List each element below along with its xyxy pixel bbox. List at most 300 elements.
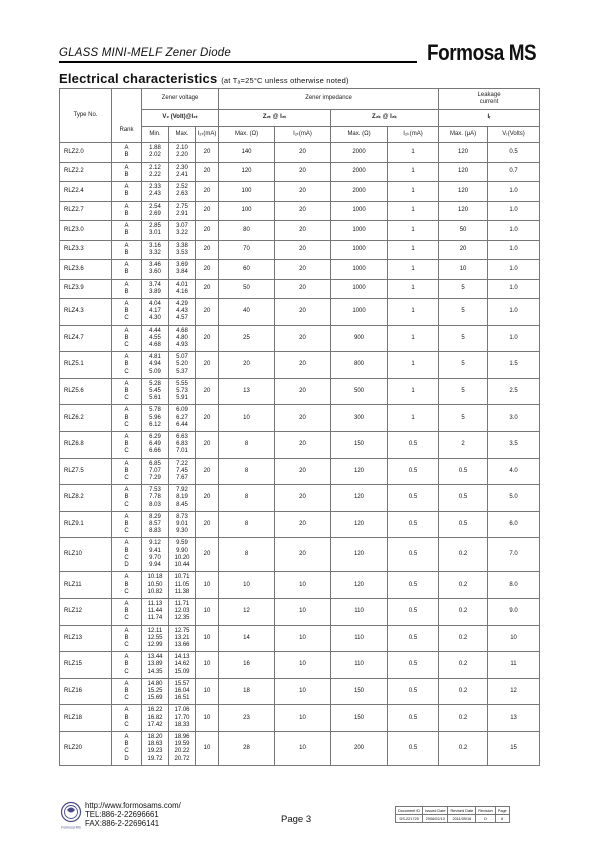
izt-cell: 20 (196, 162, 219, 182)
izt-cell: 20 (196, 325, 219, 352)
rank-cell: A B (112, 162, 142, 182)
header-zzt-max-ohm: Max. (Ω) (219, 127, 275, 143)
vr-cell: 9.0 (488, 598, 540, 625)
type-cell: RLZ3.6 (60, 260, 112, 280)
issued-date-value: 2006/02/10 (423, 815, 448, 823)
rank-cell: A B C (112, 485, 142, 512)
zzt-cell: 140 (219, 143, 275, 163)
izt2-cell: 20 (275, 431, 331, 458)
table-row (60, 201, 540, 221)
table-row (60, 221, 540, 241)
vz-min-cell: 5.78 5.96 6.12 (142, 405, 169, 432)
vz-max-cell: 10.71 11.05 11.38 (169, 572, 196, 599)
ir-cell: 0.2 (439, 625, 488, 652)
vr-cell: 1.0 (488, 182, 540, 202)
rank-cell: A B C (112, 352, 142, 379)
section-title (59, 71, 349, 86)
zzk-cell: 110 (331, 652, 388, 679)
table-row (60, 240, 540, 260)
vz-max-cell: 2.75 2.91 (169, 201, 196, 221)
type-cell: RLZ11 (60, 572, 112, 599)
section-condition: (at Tₐ=25°C unless otherwise noted) (221, 76, 349, 85)
zzk-cell: 150 (331, 705, 388, 732)
izk-cell: 0.5 (388, 458, 439, 485)
izt2-cell: 20 (275, 143, 331, 163)
izk-cell: 0.5 (388, 625, 439, 652)
vz-max-cell: 2.10 2.20 (169, 143, 196, 163)
header-zzt-group: Z₂ₜ @ I₂ₜ (219, 110, 331, 127)
doc-id-label: Document ID (396, 807, 423, 815)
type-cell: RLZ7.5 (60, 458, 112, 485)
zzt-cell: 16 (219, 652, 275, 679)
vz-min-cell: 14.80 15.25 15.69 (142, 678, 169, 705)
vr-cell: 1.0 (488, 299, 540, 326)
izt-cell: 10 (196, 652, 219, 679)
table-row (60, 279, 540, 299)
izt2-cell: 10 (275, 598, 331, 625)
vz-min-cell: 13.44 13.89 14.35 (142, 652, 169, 679)
table-row (60, 352, 540, 379)
vz-max-cell: 18.96 19.59 20.22 20.72 (169, 731, 196, 765)
zzk-cell: 150 (331, 678, 388, 705)
header-rank: Rank (112, 89, 142, 143)
izk-cell: 1 (388, 162, 439, 182)
zzt-cell: 10 (219, 572, 275, 599)
table-row (60, 458, 540, 485)
vr-cell: 1.0 (488, 201, 540, 221)
type-cell: RLZ2.7 (60, 201, 112, 221)
website-link[interactable]: http://www.formosams.com/ (85, 801, 181, 810)
header-type-no: Type No. (60, 89, 112, 143)
zzk-cell: 120 (331, 458, 388, 485)
vz-min-cell: 3.16 3.32 (142, 240, 169, 260)
izt-cell: 10 (196, 598, 219, 625)
izt2-cell: 20 (275, 201, 331, 221)
rank-cell: A B C (112, 458, 142, 485)
header-izk-ma: I₂ₖ(mA) (388, 127, 439, 143)
table-body (60, 143, 540, 766)
vz-max-cell: 2.30 2.41 (169, 162, 196, 182)
izt-cell: 20 (196, 182, 219, 202)
vz-max-cell: 14.13 14.62 15.09 (169, 652, 196, 679)
izt-cell: 10 (196, 625, 219, 652)
izt2-cell: 10 (275, 572, 331, 599)
rank-cell: A B (112, 221, 142, 241)
type-cell: RLZ5.6 (60, 378, 112, 405)
header-ir-max-ua: Max. (μA) (439, 127, 488, 143)
zzt-cell: 8 (219, 511, 275, 538)
table-row (60, 182, 540, 202)
ir-cell: 0.2 (439, 538, 488, 572)
rank-cell: A B C (112, 598, 142, 625)
izt2-cell: 10 (275, 678, 331, 705)
header-ir-group: Iᵣ (439, 110, 540, 127)
vr-cell: 1.0 (488, 221, 540, 241)
vz-min-cell: 10.18 10.50 10.82 (142, 572, 169, 599)
ir-cell: 0.2 (439, 705, 488, 732)
zzt-cell: 13 (219, 378, 275, 405)
zzk-cell: 2000 (331, 182, 388, 202)
ir-cell: 120 (439, 182, 488, 202)
ir-cell: 5 (439, 325, 488, 352)
vr-cell: 0.7 (488, 162, 540, 182)
type-cell: RLZ4.3 (60, 299, 112, 326)
izt2-cell: 20 (275, 221, 331, 241)
type-cell: RLZ16 (60, 678, 112, 705)
izt2-cell: 20 (275, 279, 331, 299)
zzk-cell: 1000 (331, 201, 388, 221)
header-zzk-group: Z₂ₖ @ I₂ₖ (331, 110, 439, 127)
izt2-cell: 20 (275, 511, 331, 538)
zzk-cell: 120 (331, 538, 388, 572)
vz-min-cell: 2.85 3.01 (142, 221, 169, 241)
vz-max-cell: 12.75 13.21 13.66 (169, 625, 196, 652)
zzt-cell: 8 (219, 458, 275, 485)
table-row (60, 678, 540, 705)
izt-cell: 20 (196, 143, 219, 163)
vz-max-cell: 6.63 6.83 7.01 (169, 431, 196, 458)
izk-cell: 1 (388, 279, 439, 299)
header-zener-voltage: Zener voltage (142, 89, 219, 110)
rank-cell: A B (112, 279, 142, 299)
vr-cell: 3.0 (488, 405, 540, 432)
izt2-cell: 20 (275, 538, 331, 572)
rank-cell: A B C D (112, 538, 142, 572)
izt-cell: 10 (196, 572, 219, 599)
vz-max-cell: 5.55 5.73 5.91 (169, 378, 196, 405)
zzt-cell: 100 (219, 182, 275, 202)
table-row (60, 572, 540, 599)
izt2-cell: 10 (275, 625, 331, 652)
vz-max-cell: 4.68 4.80 4.93 (169, 325, 196, 352)
ir-cell: 0.5 (439, 511, 488, 538)
zzt-cell: 8 (219, 485, 275, 512)
zzk-cell: 110 (331, 598, 388, 625)
ir-cell: 2 (439, 431, 488, 458)
vz-min-cell: 3.46 3.60 (142, 260, 169, 280)
zzk-cell: 1000 (331, 240, 388, 260)
table-row (60, 598, 540, 625)
table-row (60, 143, 540, 163)
header-min: Min. (142, 127, 169, 143)
table-row (60, 485, 540, 512)
table-row (60, 431, 540, 458)
izt2-cell: 20 (275, 240, 331, 260)
ir-cell: 0.2 (439, 598, 488, 625)
zzk-cell: 120 (331, 572, 388, 599)
type-cell: RLZ5.1 (60, 352, 112, 379)
vr-cell: 2.5 (488, 378, 540, 405)
vz-max-cell: 9.59 9.90 10.20 10.44 (169, 538, 196, 572)
rank-cell: A B C (112, 652, 142, 679)
izk-cell: 1 (388, 299, 439, 326)
electrical-characteristics-table (59, 88, 540, 766)
izt2-cell: 10 (275, 705, 331, 732)
vr-cell: 15 (488, 731, 540, 765)
type-cell: RLZ13 (60, 625, 112, 652)
rank-cell: A B (112, 240, 142, 260)
rank-cell: A B C (112, 431, 142, 458)
revised-date-label: Revised Date (448, 807, 476, 815)
zzk-cell: 150 (331, 431, 388, 458)
ir-cell: 120 (439, 162, 488, 182)
zzt-cell: 25 (219, 325, 275, 352)
izk-cell: 0.5 (388, 538, 439, 572)
vz-max-cell: 8.73 9.01 9.30 (169, 511, 196, 538)
ir-cell: 50 (439, 221, 488, 241)
zzt-cell: 50 (219, 279, 275, 299)
vz-min-cell: 1.88 2.02 (142, 143, 169, 163)
table-row (60, 325, 540, 352)
page-number: Page 3 (281, 814, 312, 825)
revision-label: Revision (476, 807, 496, 815)
izt-cell: 20 (196, 431, 219, 458)
zzk-cell: 1000 (331, 221, 388, 241)
vr-cell: 1.5 (488, 352, 540, 379)
vr-cell: 10 (488, 625, 540, 652)
izt-cell: 20 (196, 221, 219, 241)
page-label: Page (495, 807, 509, 815)
ir-cell: 120 (439, 201, 488, 221)
rank-cell: A B (112, 143, 142, 163)
ir-cell: 5 (439, 279, 488, 299)
izk-cell: 0.5 (388, 678, 439, 705)
header-vz-group: V₂ (Volt)@I₂ₜ (142, 110, 219, 127)
table-row (60, 652, 540, 679)
vz-min-cell: 11.13 11.44 11.74 (142, 598, 169, 625)
ir-cell: 0.2 (439, 652, 488, 679)
rank-cell: A B C (112, 625, 142, 652)
header-rule (59, 61, 417, 63)
zzt-cell: 70 (219, 240, 275, 260)
type-cell: RLZ10 (60, 538, 112, 572)
table-row (60, 511, 540, 538)
vr-cell: 4.0 (488, 458, 540, 485)
doc-id-value: DS-221725 (396, 815, 423, 823)
izt-cell: 20 (196, 485, 219, 512)
rank-cell: A B (112, 182, 142, 202)
vr-cell: 13 (488, 705, 540, 732)
vz-max-cell: 17.06 17.70 18.33 (169, 705, 196, 732)
zzk-cell: 300 (331, 405, 388, 432)
type-cell: RLZ3.9 (60, 279, 112, 299)
izk-cell: 0.5 (388, 431, 439, 458)
fax: FAX:886-2-22696141 (85, 819, 160, 829)
vz-max-cell: 5.07 5.20 5.37 (169, 352, 196, 379)
vr-cell: 1.0 (488, 260, 540, 280)
rank-cell: A B C (112, 511, 142, 538)
zzk-cell: 1000 (331, 299, 388, 326)
header-zzk-max-ohm: Max. (Ω) (331, 127, 388, 143)
table-row (60, 260, 540, 280)
vz-min-cell: 2.54 2.69 (142, 201, 169, 221)
table-row (60, 705, 540, 732)
vz-min-cell: 2.12 2.22 (142, 162, 169, 182)
izt2-cell: 20 (275, 260, 331, 280)
ir-cell: 5 (439, 352, 488, 379)
header-izt-ma: I₂ₜ(mA) (196, 127, 219, 143)
izt-cell: 10 (196, 678, 219, 705)
vz-max-cell: 7.92 8.19 8.45 (169, 485, 196, 512)
izk-cell: 1 (388, 352, 439, 379)
revision-value: D (476, 815, 496, 823)
izk-cell: 0.5 (388, 598, 439, 625)
izk-cell: 1 (388, 182, 439, 202)
type-cell: RLZ9.1 (60, 511, 112, 538)
izk-cell: 1 (388, 405, 439, 432)
ir-cell: 5 (439, 378, 488, 405)
brand-logo-text: Formosa MS (427, 40, 537, 65)
izt2-cell: 20 (275, 299, 331, 326)
vr-cell: 12 (488, 678, 540, 705)
zzt-cell: 60 (219, 260, 275, 280)
rank-cell: A B C (112, 325, 142, 352)
table-row (60, 538, 540, 572)
vz-min-cell: 4.44 4.55 4.68 (142, 325, 169, 352)
zzk-cell: 500 (331, 378, 388, 405)
type-cell: RLZ12 (60, 598, 112, 625)
header-max: Max. (169, 127, 196, 143)
telephone: TEL:886-2-22696661 (85, 810, 159, 820)
zzt-cell: 40 (219, 299, 275, 326)
type-cell: RLZ4.7 (60, 325, 112, 352)
zzt-cell: 80 (219, 221, 275, 241)
vz-min-cell: 12.11 12.55 12.99 (142, 625, 169, 652)
type-cell: RLZ2.4 (60, 182, 112, 202)
zzk-cell: 200 (331, 731, 388, 765)
type-cell: RLZ15 (60, 652, 112, 679)
izt2-cell: 10 (275, 652, 331, 679)
vz-max-cell: 3.69 3.84 (169, 260, 196, 280)
izt-cell: 20 (196, 405, 219, 432)
vr-cell: 8.0 (488, 572, 540, 599)
zzt-cell: 8 (219, 431, 275, 458)
izt2-cell: 20 (275, 352, 331, 379)
izt-cell: 10 (196, 705, 219, 732)
zzk-cell: 1000 (331, 260, 388, 280)
header-vr-volts: Vᵣ(Volts) (488, 127, 540, 143)
izk-cell: 1 (388, 143, 439, 163)
izt-cell: 20 (196, 458, 219, 485)
table-row (60, 378, 540, 405)
izk-cell: 1 (388, 240, 439, 260)
izt2-cell: 20 (275, 405, 331, 432)
izt-cell: 20 (196, 240, 219, 260)
zzt-cell: 12 (219, 598, 275, 625)
izt-cell: 20 (196, 538, 219, 572)
vr-cell: 1.0 (488, 279, 540, 299)
izt-cell: 20 (196, 260, 219, 280)
vz-max-cell: 3.07 3.22 (169, 221, 196, 241)
zzk-cell: 2000 (331, 143, 388, 163)
issued-date-label: Issued Date (423, 807, 448, 815)
vr-cell: 0.5 (488, 143, 540, 163)
vz-max-cell: 11.71 12.03 12.35 (169, 598, 196, 625)
type-cell: RLZ18 (60, 705, 112, 732)
ir-cell: 10 (439, 260, 488, 280)
type-cell: RLZ3.3 (60, 240, 112, 260)
ir-cell: 0.2 (439, 678, 488, 705)
rank-cell: A B C (112, 678, 142, 705)
ir-cell: 0.5 (439, 458, 488, 485)
document-title: GLASS MINI-MELF Zener Diode (59, 47, 231, 59)
ir-cell: 0.5 (439, 485, 488, 512)
rank-cell: A B (112, 201, 142, 221)
vz-min-cell: 16.22 16.82 17.42 (142, 705, 169, 732)
rank-cell: A B C (112, 405, 142, 432)
izk-cell: 0.5 (388, 731, 439, 765)
type-cell: RLZ8.2 (60, 485, 112, 512)
izt-cell: 10 (196, 731, 219, 765)
type-cell: RLZ3.0 (60, 221, 112, 241)
rank-cell: A B C D (112, 731, 142, 765)
izk-cell: 1 (388, 260, 439, 280)
rank-cell: A B C (112, 299, 142, 326)
izt2-cell: 20 (275, 325, 331, 352)
zzt-cell: 100 (219, 201, 275, 221)
type-cell: RLZ2.0 (60, 143, 112, 163)
izk-cell: 1 (388, 378, 439, 405)
zzk-cell: 120 (331, 485, 388, 512)
zzk-cell: 110 (331, 625, 388, 652)
izt-cell: 20 (196, 279, 219, 299)
izk-cell: 0.5 (388, 652, 439, 679)
izk-cell: 0.5 (388, 705, 439, 732)
table-row (60, 625, 540, 652)
revised-date-value: 2011/09/16 (448, 815, 476, 823)
zzt-cell: 8 (219, 538, 275, 572)
ir-cell: 5 (439, 405, 488, 432)
header-leakage-current: Leakage current (439, 89, 540, 110)
izt-cell: 20 (196, 299, 219, 326)
izk-cell: 1 (388, 221, 439, 241)
type-cell: RLZ20 (60, 731, 112, 765)
vr-cell: 6.0 (488, 511, 540, 538)
zzt-cell: 23 (219, 705, 275, 732)
contact-info (85, 801, 181, 829)
vz-min-cell: 4.81 4.94 5.09 (142, 352, 169, 379)
izk-cell: 1 (388, 201, 439, 221)
zzt-cell: 10 (219, 405, 275, 432)
izt-cell: 20 (196, 378, 219, 405)
ir-cell: 120 (439, 143, 488, 163)
ir-cell: 20 (439, 240, 488, 260)
zzt-cell: 20 (219, 352, 275, 379)
zzt-cell: 14 (219, 625, 275, 652)
zzk-cell: 900 (331, 325, 388, 352)
izk-cell: 0.5 (388, 511, 439, 538)
document-info-table (395, 806, 510, 823)
vz-min-cell: 4.04 4.17 4.30 (142, 299, 169, 326)
vr-cell: 5.0 (488, 485, 540, 512)
zzt-cell: 28 (219, 731, 275, 765)
vz-min-cell: 3.74 3.89 (142, 279, 169, 299)
izt2-cell: 20 (275, 485, 331, 512)
rank-cell: A B (112, 260, 142, 280)
section-title-text: Electrical characteristics (59, 71, 218, 86)
izt2-cell: 20 (275, 182, 331, 202)
vz-min-cell: 8.29 8.57 8.83 (142, 511, 169, 538)
vr-cell: 7.0 (488, 538, 540, 572)
zzt-cell: 120 (219, 162, 275, 182)
vz-max-cell: 15.57 16.04 16.51 (169, 678, 196, 705)
zzk-cell: 800 (331, 352, 388, 379)
vz-min-cell: 9.12 9.41 9.70 9.94 (142, 538, 169, 572)
izt-cell: 20 (196, 352, 219, 379)
rank-cell: A B C (112, 572, 142, 599)
zzk-cell: 120 (331, 511, 388, 538)
vz-min-cell: 6.85 7.07 7.29 (142, 458, 169, 485)
